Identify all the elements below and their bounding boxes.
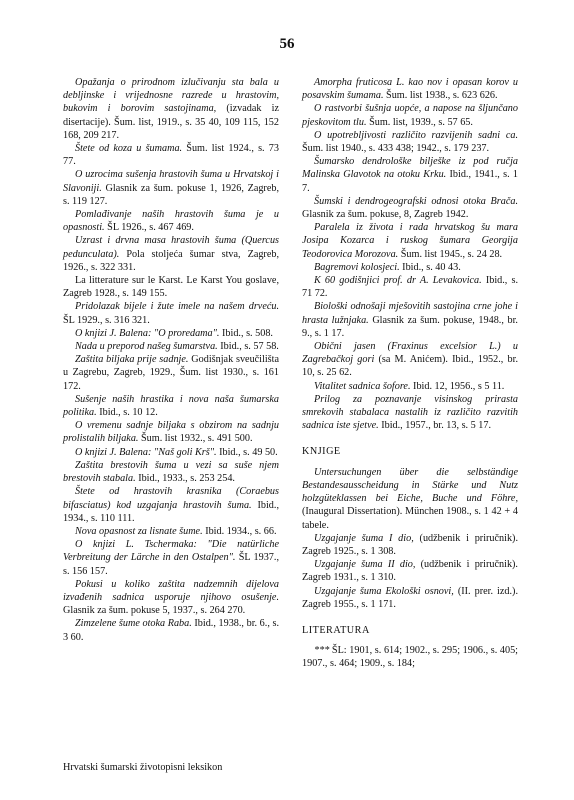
entry-title: Zimzelene šume otoka Raba. bbox=[75, 618, 192, 630]
entry-title: Pokusi u koliko zaštita nadzemnih dijelova izvađenih sadnica usporuje njihovo osušenje. bbox=[63, 578, 279, 603]
entry-title: O knjizi J. Balena: "O proredama". bbox=[75, 327, 220, 339]
entry-title: Štete od koza u šumama. bbox=[75, 143, 183, 155]
bibliography-entry bbox=[63, 300, 279, 326]
bibliography-entry bbox=[63, 485, 279, 525]
entry-title: Nova opasnost za lisnate šume. bbox=[75, 525, 203, 537]
bibliography-entry bbox=[302, 102, 518, 128]
entry-title: Nada u preporod našeg šumarstva. bbox=[75, 341, 218, 353]
entry-reference: La litterature sur le Karst. Le Karst You goslave, Zagreb 1928., s. 149 155. bbox=[63, 275, 279, 300]
entry-title: Prilog za poznavanje visinskog prirasta smrekovih stabalaca nastalih iz različito razvitih sadnica iste sjetve. bbox=[302, 393, 518, 432]
entry-reference: (izvadak iz disertacije). Šum. list, 1919., s. 35 40, 109 115, 152 168, 209 217. bbox=[63, 103, 279, 141]
bibliography-entry bbox=[63, 142, 279, 168]
bibliography-entry bbox=[63, 393, 279, 419]
bibliography-entry bbox=[302, 393, 518, 433]
entry-reference: Šum. list 1945., s. 24 28. bbox=[398, 248, 503, 260]
entry-reference: Ibid., 1934., s. 110 111. bbox=[63, 499, 279, 524]
bibliography-entry bbox=[302, 380, 518, 393]
entry-title: Uzgajanje šuma Ekološki osnovi, bbox=[314, 585, 454, 597]
bibliography-entry bbox=[63, 525, 279, 538]
bibliography-entry bbox=[63, 446, 279, 459]
footer-title: Hrvatski šumarski životopisni leksikon bbox=[63, 762, 223, 773]
entry-title: O knjizi L. Tschermaka: "Die natürliche Verbreitung der Lärche in den Ostalpen". bbox=[63, 539, 279, 564]
entry-title: Pridolazak bijele i žute imele na našem drveću. bbox=[75, 301, 279, 313]
entry-reference: Šum. list 1938., s. 623 626. bbox=[383, 90, 498, 102]
entry-reference: Ibid., 1933., s. 253 254. bbox=[135, 473, 235, 485]
bibliography-entry bbox=[302, 76, 518, 102]
bibliography-entry bbox=[302, 261, 518, 274]
bibliography-entry bbox=[302, 585, 518, 611]
entry-title: O uzrocima sušenja hrastovih šuma u Hrvatskoj i Slavoniji. bbox=[63, 169, 279, 194]
entry-title: Biološki odnošaji mješovitih sastojina crne johe i hrasta lužnjaka. bbox=[302, 301, 518, 326]
bibliography-entry bbox=[63, 538, 279, 578]
bibliography-entry bbox=[63, 234, 279, 274]
entry-title: Paralela iz života i rada hrvatskog šu mara Josipa Kozarca i ruskog šumara Georgija Teodorovica Morozova. bbox=[302, 222, 518, 260]
entry-reference: Ibid. 12, 1956., s 5 11. bbox=[410, 380, 505, 392]
bibliography-entry bbox=[302, 532, 518, 558]
entry-title: Štete od hrastovih krasnika (Coraebus bifasciatus) kod uzgajanja hrastovih šuma. bbox=[63, 486, 279, 511]
entry-reference: Ibid., s. 40 43. bbox=[399, 261, 461, 273]
entry-reference: Ibid., s. 508. bbox=[219, 327, 273, 339]
entry-title: Uzrast i drvna masa hrastovih šuma (Quercus pedunculata). bbox=[63, 235, 279, 260]
entry-title: *** bbox=[314, 645, 330, 657]
section-heading-literatura: LITERATURA bbox=[302, 624, 370, 636]
bibliography-entry bbox=[302, 274, 518, 300]
entry-title: K 60 godišnjici prof. dr A. Levakovica. bbox=[314, 275, 482, 287]
entry-reference: (II. prer. izd.). Zagreb 1955., s. 1 171. bbox=[302, 585, 518, 610]
bibliography-entry bbox=[302, 340, 518, 380]
entry-reference: (sa M. Anićem). Ibid., 1952., br. 10, s. 25 62. bbox=[302, 354, 518, 379]
entry-reference: Ibid., s. 71 72. bbox=[302, 275, 518, 300]
bibliography-entry bbox=[63, 419, 279, 445]
entry-title: O rastvorbi šušnja uopće, a napose na šljunčano pjeskovitom tlu. bbox=[302, 103, 518, 128]
right-column bbox=[302, 76, 518, 671]
entry-reference: Ibid., 1938., br. 6., s. 3 60. bbox=[63, 618, 279, 643]
entry-title: Amorpha fruticosa L. kao nov i opasan korov u posavskim šumama. bbox=[302, 77, 518, 102]
entry-reference: Glasnik za šum. pokuse 1, 1926, Zagreb, s. 119 127. bbox=[63, 182, 279, 207]
bibliography-entry bbox=[63, 340, 279, 353]
bibliography-entry bbox=[302, 195, 518, 221]
entry-reference: Šum. list 1940., s. 433 438; 1942., s. 179 237. bbox=[302, 143, 490, 155]
entry-reference: Ibid., 1941., s. 1 7. bbox=[302, 169, 519, 194]
entry-reference: ŠL 1926., s. 467 469. bbox=[104, 222, 194, 234]
page-number: 56 bbox=[279, 36, 295, 52]
bibliography-entry bbox=[63, 168, 279, 208]
entry-title: Untersuchungen über die selbständige Bestandesausscheidung in Stärke und Nutz holzgüteklassen bei Eiche, Buche und Föhre, bbox=[302, 466, 518, 505]
entry-reference: Godišnjak sveučilišta u Zagrebu, Zagreb, 1929., Šum. list 1930., s. 161 172. bbox=[63, 354, 279, 392]
bibliography-entry bbox=[63, 617, 279, 643]
entry-title: O upotrebljivosti različito razvijenih sadni ca. bbox=[314, 129, 518, 141]
entry-title: Šumski i dendrogeografski odnosi otoka Brača. bbox=[314, 195, 518, 207]
entry-reference: Pola stoljeća šumar stva, Zagreb, 1926., s. 322 331. bbox=[63, 248, 279, 273]
entry-reference: (udžbenik i priručnik). Zagreb 1931., s. 1 310. bbox=[302, 559, 518, 584]
entry-reference: Šum. list 1932., s. 491 500. bbox=[138, 433, 253, 445]
bibliography-entry bbox=[63, 208, 279, 234]
entry-title: Zaštita biljaka prije sadnje. bbox=[75, 354, 189, 366]
entry-title: O knjizi J. Balena: "Naš goli Krš". bbox=[75, 446, 217, 458]
entry-reference: Ibid., s. 10 12. bbox=[96, 407, 158, 419]
entry-reference: Ibid., 1957., br. 13, s. 5 17. bbox=[378, 420, 492, 432]
entry-title: Pomlađivanje naših hrastovih šuma je u opasnosti. bbox=[63, 209, 279, 234]
bibliography-entry bbox=[63, 353, 279, 393]
bibliography-entry bbox=[63, 459, 279, 485]
entry-title: Opažanja o prirodnom izlučivanju sta bala u debljinske i vrijednosne razrede u hrastovim, bukovim i borovim sastojinama, bbox=[63, 77, 279, 115]
entry-reference: Ibid., s. 49 50. bbox=[216, 446, 278, 458]
entry-reference: Glasnik za šum. pokuse 5, 1937., s. 264 270. bbox=[63, 605, 246, 617]
bibliography-entry bbox=[302, 300, 518, 340]
entry-reference: Glasnik za šum. pokuse, 8, Zagreb 1942. bbox=[302, 209, 469, 221]
entry-reference: Šum. list, 1939., s. 57 65. bbox=[366, 116, 473, 128]
bibliography-entry bbox=[63, 76, 279, 142]
entry-title: Vitalitet sadnica šofore. bbox=[314, 380, 411, 392]
bibliography-entry bbox=[63, 578, 279, 618]
bibliography-entry bbox=[302, 558, 518, 584]
entry-reference: Šum. list 1924., s. 73 77. bbox=[63, 143, 279, 168]
entry-title: Zaštita brestovih šuma u vezi sa suše njem brestovih stabala. bbox=[63, 459, 279, 485]
entry-reference: Ibid. 1934., s. 66. bbox=[202, 525, 277, 537]
entry-reference: ŠL: 1901, s. 614; 1902., s. 295; 1906., s. 405; 1907., s. 464; 1909., s. 184; bbox=[302, 645, 518, 670]
bibliography-entry bbox=[302, 644, 518, 670]
entry-title: Bagremovi kolosjeci. bbox=[314, 261, 400, 273]
entry-reference: ŠL 1929., s. 316 321. bbox=[63, 314, 150, 326]
section-heading-knjige: KNJIGE bbox=[302, 446, 341, 458]
bibliography-entry bbox=[302, 129, 518, 155]
bibliography-entry bbox=[302, 221, 518, 261]
bibliography-entry bbox=[63, 327, 279, 340]
entry-reference: Ibid., s. 57 58. bbox=[217, 341, 279, 353]
entry-reference: (udžbenik i priručnik). Zagreb 1925., s. 1 308. bbox=[302, 532, 518, 557]
entry-reference: (Inaugural Dissertation). München 1908., s. 1 42 + 4 tabele. bbox=[302, 506, 518, 531]
bibliography-entry bbox=[302, 155, 518, 195]
left-column bbox=[63, 76, 279, 644]
bibliography-entry bbox=[63, 274, 279, 300]
entry-title: Šumarsko dendrološke bilješke iz pod ručja Malinska Glavotok na otoku Krku. bbox=[302, 156, 518, 181]
entry-reference: ŠL 1937., s. 156 157. bbox=[63, 552, 279, 577]
bibliography-entry bbox=[302, 466, 518, 532]
entry-title: O vremenu sadnje biljaka s obzirom na sadnju prolistalih biljaka. bbox=[63, 420, 279, 445]
entry-title: Obični jasen (Fraxinus excelsior L.) u Zagrebačkoj gori bbox=[302, 341, 518, 366]
entry-title: Uzgajanje šuma I dio, bbox=[314, 532, 414, 544]
entry-title: Sušenje naših hrastika i nova naša šumarska politika. bbox=[63, 393, 279, 419]
entry-title: Uzgajanje šuma II dio, bbox=[314, 559, 416, 571]
entry-reference: Glasnik za šum. pokuse, 1948., br. 9., s. 1 17. bbox=[302, 314, 518, 339]
